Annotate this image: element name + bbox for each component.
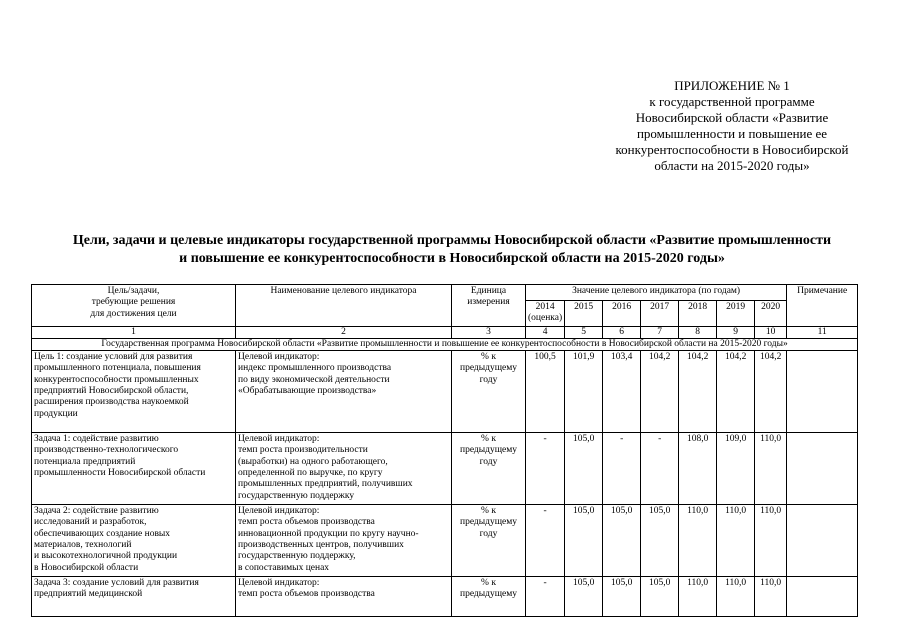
- header-year: 2017: [641, 301, 679, 327]
- document-title: [20, 232, 884, 268]
- row-value: 103,4: [603, 351, 641, 433]
- header-year: 2014 (оценка): [526, 301, 565, 327]
- col-number: 4: [526, 326, 565, 338]
- row-note: [787, 505, 858, 577]
- row-value: 101,9: [565, 351, 603, 433]
- header-year: 2018: [679, 301, 717, 327]
- row-note: [787, 433, 858, 505]
- col-number: 8: [679, 326, 717, 338]
- row-value: 105,0: [565, 433, 603, 505]
- appendix-line: Новосибирской области «Развитие: [635, 110, 829, 125]
- table-row: [32, 433, 858, 505]
- table-row: [32, 577, 858, 617]
- row-value: 110,0: [679, 505, 717, 577]
- header-indicator: Наименование целевого индикатора: [236, 285, 452, 327]
- col-number: 9: [717, 326, 755, 338]
- row-goal: Задача 2: содействие развитию исследований и разработок, обеспечивающих создание новых материалов, технологий и высокотехнологичной продукции в Новосибирской области: [32, 505, 236, 577]
- appendix-line: ПРИЛОЖЕНИЕ № 1: [674, 78, 790, 93]
- row-value: 104,2: [679, 351, 717, 433]
- col-number: 3: [452, 326, 526, 338]
- row-value: -: [526, 433, 565, 505]
- col-number: 2: [236, 326, 452, 338]
- appendix-line: промышленности и повышение ее: [636, 126, 828, 141]
- row-value: 104,2: [641, 351, 679, 433]
- row-goal: Задача 1: содействие развитию производственно-технологического потенциала предприятий промышленности Новосибирской области: [32, 433, 236, 505]
- row-value: 105,0: [603, 577, 641, 617]
- col-number: 7: [641, 326, 679, 338]
- row-unit: % к предыдущему году: [452, 433, 526, 505]
- row-goal: Задача 3: создание условий для развития предприятий медицинской: [32, 577, 236, 617]
- row-indicator: Целевой индикатор: темп роста производительности (выработки) на одного работающего, определенной по выручке, по кругу промышленных предприятий, получивших государственную поддержку: [236, 433, 452, 505]
- table-row: [32, 505, 858, 577]
- row-indicator: Целевой индикатор: темп роста объемов производства инновационной продукции по кругу научно- производственных центров, получивших государственную поддержку, в сопоставимых ценах: [236, 505, 452, 577]
- row-value: 104,2: [755, 351, 787, 433]
- row-value: 110,0: [717, 577, 755, 617]
- row-value: 110,0: [755, 505, 787, 577]
- header-year: 2015: [565, 301, 603, 327]
- header-note: Примечание: [787, 285, 858, 327]
- col-number: 6: [603, 326, 641, 338]
- row-value: 108,0: [679, 433, 717, 505]
- col-number: 10: [755, 326, 787, 338]
- column-numbers-row: [32, 326, 858, 338]
- appendix-line: конкурентоспособности в Новосибирской: [615, 142, 849, 157]
- row-value: -: [526, 577, 565, 617]
- program-name: Государственная программа Новосибирской области «Развитие промышленности и повышение ее конкурентоспособности в Новосибирской области на 2015-2020 годы»: [32, 338, 858, 350]
- row-value: -: [526, 505, 565, 577]
- header-year: 2016: [603, 301, 641, 327]
- indicators-table: [31, 284, 858, 617]
- title-line-1: Цели, задачи и целевые индикаторы государственной программы Новосибирской области «Развитие промышленности: [72, 233, 832, 248]
- appendix-block: [590, 78, 874, 174]
- appendix-line: к государственной программе: [649, 94, 815, 109]
- row-goal: Цель 1: создание условий для развития промышленного потенциала, повышения конкурентоспособности промышленных предприятий Новосибирской области, расширения производства наукоемкой продукции: [32, 351, 236, 433]
- row-unit: % к предыдущему году: [452, 351, 526, 433]
- header-goal: Цель/задачи, требующие решения для достижения цели: [32, 285, 236, 327]
- row-value: 100,5: [526, 351, 565, 433]
- row-value: 110,0: [679, 577, 717, 617]
- header-values-group: Значение целевого индикатора (по годам): [526, 285, 787, 301]
- row-value: 105,0: [641, 577, 679, 617]
- row-value: 110,0: [755, 577, 787, 617]
- col-number: 11: [787, 326, 858, 338]
- row-indicator: Целевой индикатор: индекс промышленного производства по виду экономической деятельности «Обрабатывающие производства»: [236, 351, 452, 433]
- row-unit: % к предыдущему: [452, 577, 526, 617]
- title-line-2: и повышение ее конкурентоспособности в Новосибирской области на 2015-2020 годы»: [179, 251, 725, 266]
- row-indicator: Целевой индикатор: темп роста объемов производства: [236, 577, 452, 617]
- table-row: [32, 351, 858, 433]
- row-value: 105,0: [565, 505, 603, 577]
- header-row: [32, 285, 858, 301]
- row-note: [787, 577, 858, 617]
- row-value: 105,0: [565, 577, 603, 617]
- row-value: 109,0: [717, 433, 755, 505]
- header-year: 2020: [755, 301, 787, 327]
- program-row: [32, 338, 858, 350]
- col-number: 1: [32, 326, 236, 338]
- header-unit: Единица измерения: [452, 285, 526, 327]
- header-year: 2019: [717, 301, 755, 327]
- row-value: 104,2: [717, 351, 755, 433]
- row-value: 110,0: [717, 505, 755, 577]
- row-value: 105,0: [641, 505, 679, 577]
- row-value: -: [603, 433, 641, 505]
- row-unit: % к предыдущему году: [452, 505, 526, 577]
- row-note: [787, 351, 858, 433]
- row-value: -: [641, 433, 679, 505]
- appendix-line: области на 2015-2020 годы»: [654, 158, 810, 173]
- row-value: 110,0: [755, 433, 787, 505]
- col-number: 5: [565, 326, 603, 338]
- row-value: 105,0: [603, 505, 641, 577]
